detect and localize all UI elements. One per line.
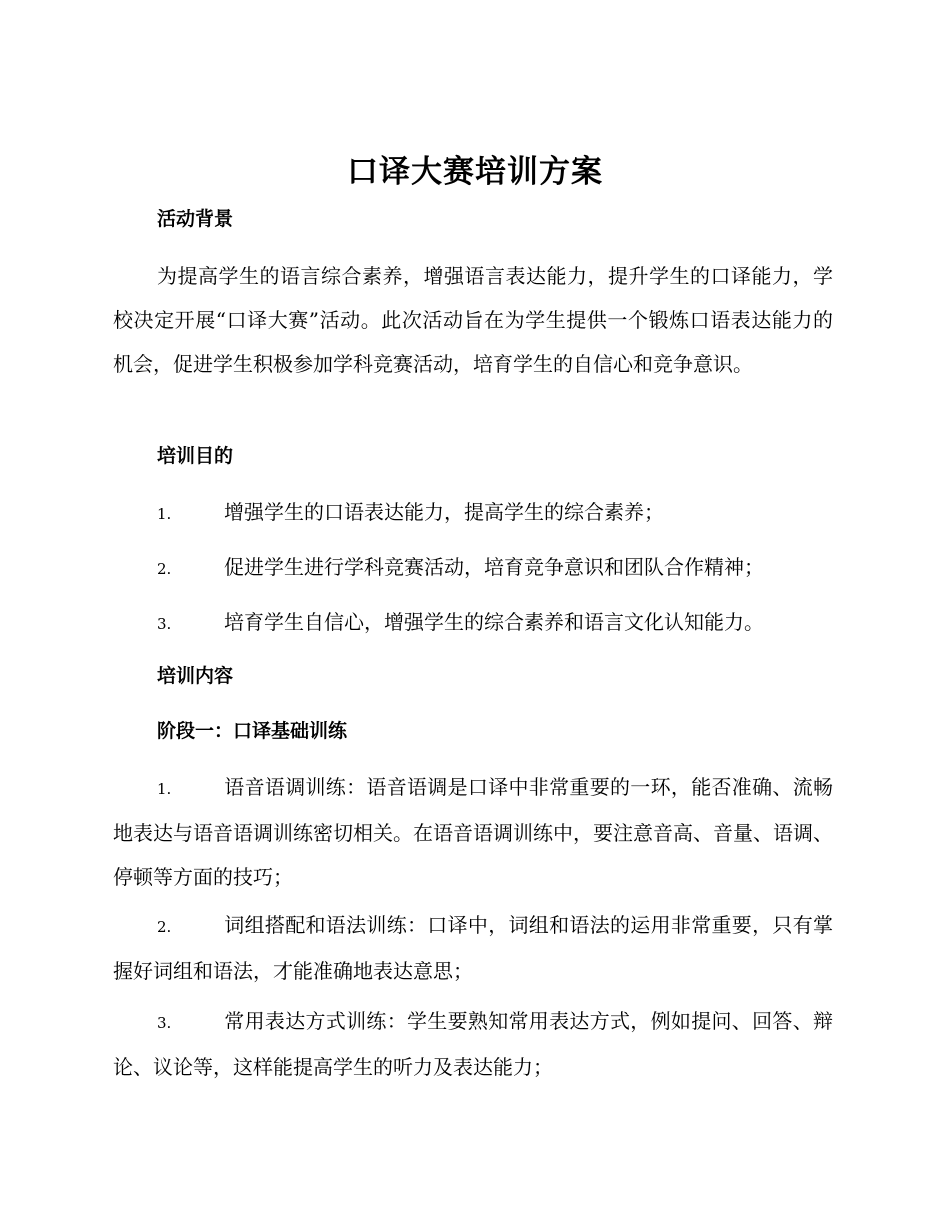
stage1-item-3-number: 3.: [157, 1014, 172, 1032]
heading-goals: 培训目的: [157, 445, 234, 467]
stage1-item-3: [113, 999, 833, 1089]
goal-item-3-number: 3.: [157, 615, 172, 633]
goal-item-1: [113, 490, 833, 536]
heading-background: 活动背景: [157, 208, 234, 230]
goal-item-3-text: 培育学生自信心，增强学生的综合素养和语言文化认知能力。: [224, 610, 764, 634]
goal-item-2-number: 2.: [157, 560, 172, 578]
stage1-item-1-text: 语音语调训练：语音语调是口译中非常重要的一环，能否准确、流畅地表达与语音语调训练密切相关。在语音语调训练中，要注意音高、音量、语调、停顿等方面的技巧；: [113, 775, 833, 889]
stage1-item-2-text: 词组搭配和语法训练：口译中，词组和语法的运用非常重要，只有掌握好词组和语法，才能准确地表达意思；: [113, 913, 833, 983]
stage1-item-1: [113, 765, 833, 899]
stage1-item-1-number: 1.: [157, 780, 172, 798]
heading-stage1: 阶段一：口译基础训练: [157, 720, 348, 742]
goal-item-3: [113, 600, 833, 646]
stage1-item-2: [113, 903, 833, 993]
goal-item-2: [113, 545, 833, 591]
goal-item-1-number: 1.: [157, 505, 172, 523]
heading-content: 培训内容: [157, 665, 234, 687]
stage1-item-2-number: 2.: [157, 918, 172, 936]
goal-item-1-text: 增强学生的口语表达能力，提高学生的综合素养；: [224, 500, 664, 524]
paragraph-background: 为提高学生的语言综合素养，增强语言表达能力，提升学生的口译能力，学校决定开展“口译大赛”活动。此次活动旨在为学生提供一个锻炼口语表达能力的机会，促进学生积极参加学科竞赛活动，培育学生的自信心和竞争意识。: [113, 264, 833, 376]
stage1-item-3-text: 常用表达方式训练：学生要熟知常用表达方式，例如提问、回答、辩论、议论等，这样能提高学生的听力及表达能力；: [113, 1009, 833, 1079]
goal-item-2-text: 促进学生进行学科竞赛活动，培育竞争意识和团队合作精神；: [224, 555, 764, 579]
document-title: 口译大赛培训方案: [347, 154, 603, 190]
